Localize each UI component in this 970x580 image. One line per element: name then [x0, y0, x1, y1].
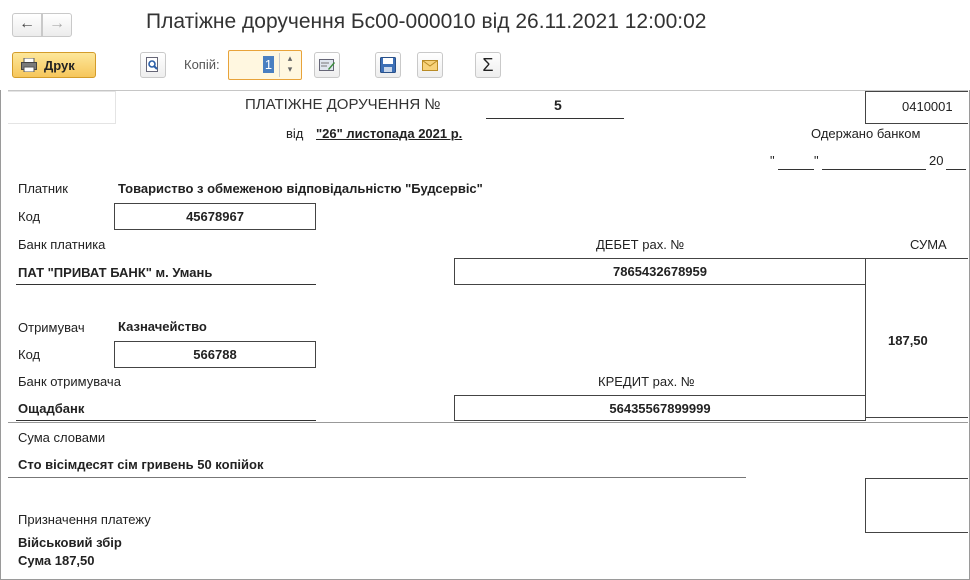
received-day-line: [778, 169, 814, 170]
amount: 187,50: [888, 333, 928, 348]
debit-account-box: [454, 258, 866, 285]
save-button[interactable]: [375, 52, 401, 78]
received-year-line: [946, 169, 966, 170]
amount-words-underline: [8, 477, 746, 478]
payer-bank: ПАТ "ПРИВАТ БАНК" м. Умань: [18, 265, 213, 280]
copies-label: Копій:: [184, 57, 220, 72]
print-button[interactable]: [12, 52, 96, 78]
payer-code: 45678967: [186, 209, 244, 224]
number-underline: [486, 118, 624, 119]
purpose-line-2: Сума 187,50: [18, 553, 95, 568]
copies-input[interactable]: 1: [264, 57, 273, 72]
copies-stepper[interactable]: [228, 50, 302, 80]
received-year-prefix: 20: [929, 153, 944, 168]
debit-account: 7865432678959: [613, 264, 707, 279]
received-by-bank-label: Одержано банком: [811, 126, 921, 141]
extra-box: [865, 478, 968, 533]
purpose-label: Призначення платежу: [18, 512, 151, 527]
arrow-left-icon: ←: [19, 15, 35, 32]
document-number: 5: [554, 97, 562, 113]
sum-icon: Σ: [482, 55, 494, 75]
spin-up-icon[interactable]: ▴: [287, 53, 293, 63]
document-heading: ПЛАТІЖНЕ ДОРУЧЕННЯ №: [245, 96, 441, 113]
amount-words-label: Сума словами: [18, 430, 106, 445]
payer-bank-label: Банк платника: [18, 237, 106, 252]
payment-document: [8, 90, 968, 579]
preview-button[interactable]: [140, 52, 166, 78]
date-prefix: від: [286, 126, 304, 141]
payer-name: Товариство з обмеженою відповідальністю "Будсервіс": [118, 181, 483, 196]
recipient-bank-label: Банк отримувача: [18, 374, 121, 389]
preview-icon: [145, 57, 161, 73]
purpose-line-1: Військовий збір: [18, 535, 122, 550]
recipient-bank: Ощадбанк: [18, 401, 85, 416]
recipient-code: 566788: [193, 347, 237, 362]
amount-box: [865, 258, 968, 418]
mail-icon: [422, 57, 438, 73]
recipient-code-box: [114, 341, 316, 368]
window-header: [0, 0, 970, 90]
window-title: Платіжне доручення Бс00-000010 від 26.11.2021 12:00:02: [146, 10, 707, 33]
form-code-cell: [865, 91, 968, 124]
sum-label: СУМА: [910, 237, 947, 252]
mail-button[interactable]: [417, 52, 443, 78]
print-icon: [21, 58, 37, 72]
copies-spinner[interactable]: [279, 53, 300, 77]
credit-label: КРЕДИТ рах. №: [598, 374, 695, 389]
save-icon: [380, 57, 396, 73]
received-date-quote-open: ": [770, 153, 775, 168]
credit-account: 56435567899999: [609, 401, 711, 416]
recipient-name: Казначейство: [118, 319, 207, 334]
back-button[interactable]: [12, 13, 42, 37]
debit-label: ДЕБЕТ рах. №: [596, 237, 685, 252]
spin-down-icon[interactable]: ▾: [287, 64, 293, 74]
payer-bank-underline: [16, 284, 316, 285]
document-date: "26" листопада 2021 р.: [316, 126, 463, 141]
sum-button[interactable]: [475, 52, 501, 78]
recipient-bank-underline: [16, 420, 316, 421]
edit-button[interactable]: [314, 52, 340, 78]
form-code: 0410001: [902, 99, 953, 114]
arrow-right-icon: →: [49, 15, 65, 32]
recipient-code-label: Код: [18, 347, 41, 362]
received-month-line: [822, 169, 926, 170]
edit-icon: [319, 57, 335, 73]
recipient-label: Отримувач: [18, 320, 85, 335]
payer-label: Платник: [18, 181, 68, 196]
forward-button[interactable]: [42, 13, 72, 37]
amount-words: Сто вісімдесят сім гривень 50 копійок: [18, 457, 264, 472]
corner-cell: [8, 91, 116, 124]
section-divider: [8, 422, 968, 423]
print-button-label: Друк: [44, 58, 75, 73]
payer-code-box: [114, 203, 316, 230]
credit-account-box: [454, 395, 866, 421]
payer-code-label: Код: [18, 209, 41, 224]
received-date-quote-close: ": [814, 153, 819, 168]
